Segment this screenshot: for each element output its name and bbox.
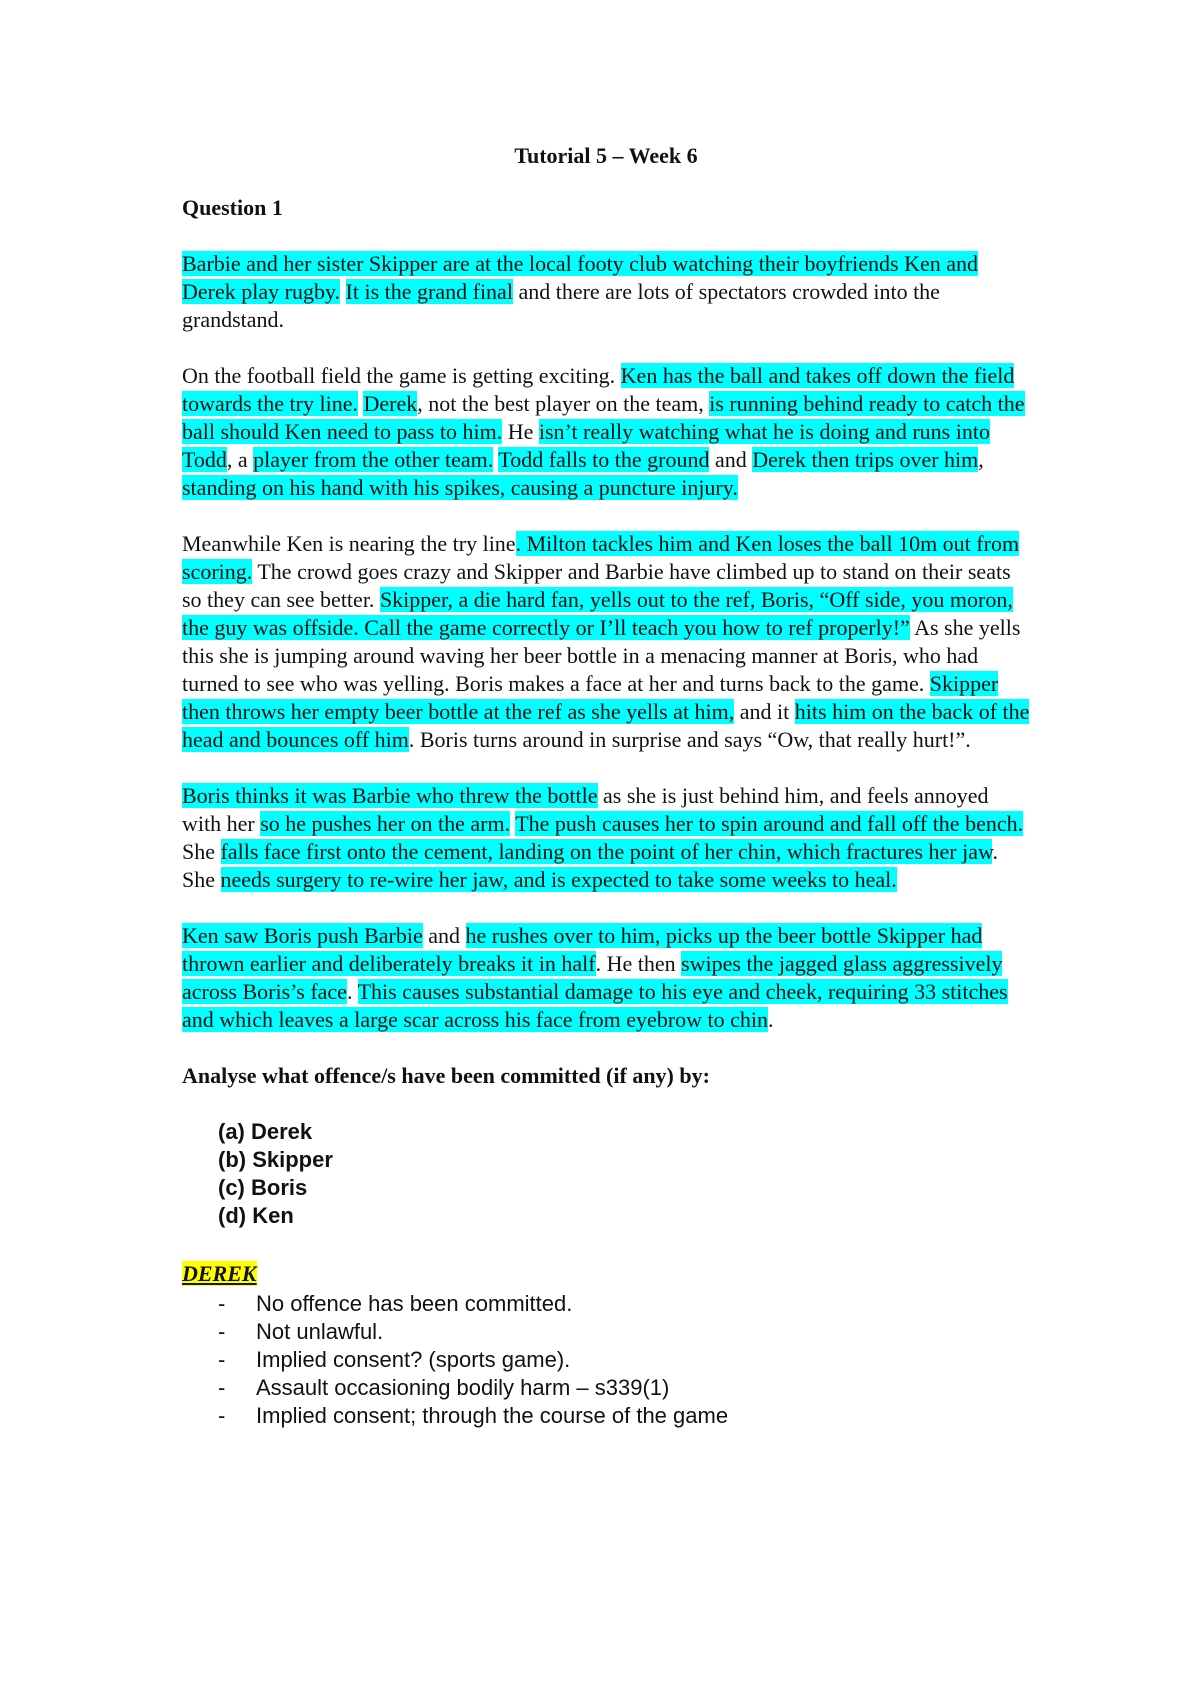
question-heading: Question 1 (182, 195, 283, 220)
highlighted-text: so he pushes her on the arm. (260, 811, 511, 836)
plain-text: , a (226, 447, 254, 472)
dash-marker: - (218, 1347, 226, 1372)
plain-text: and (709, 447, 753, 472)
plain-text: . Boris turns around in surprise and says “Ow, that really hurt!”. (408, 727, 971, 752)
analysis-prompt: Analyse what offence/s have been committed (if any) by: (182, 1063, 710, 1088)
highlighted-text: Derek then trips over him (752, 447, 979, 472)
plain-text: As she yells this she is jumping around waving her beer bottle in a menacing manner at Boris, who had turned to see who was yelling. Boris makes a face at her and turns back to the game. (182, 615, 1021, 696)
highlighted-text: Ken has the ball and takes off down the field towards the try line. (182, 363, 1015, 416)
analysis-bullet-text: Implied consent; through the course of the game (256, 1403, 729, 1428)
dash-marker: - (218, 1403, 226, 1428)
analysis-bullet-text: Not unlawful. (256, 1319, 384, 1344)
highlighted-text: Todd falls to the ground (498, 447, 710, 472)
party-options-list (182, 1118, 1030, 1230)
highlighted-text: swipes the jagged glass aggressively across Boris’s face (182, 951, 1003, 1004)
highlighted-text: Derek (363, 391, 418, 416)
plain-text: . She (182, 839, 998, 892)
option-derek: (a) Derek (218, 1119, 313, 1144)
section-heading-derek (182, 1260, 1030, 1288)
highlighted-text: Skipper, a die hard fan, yells out to the ref, Boris, “Off side, you moron, the guy was offside. Call the game correctly or I’ll teach you how to ref properly!” (182, 587, 1013, 640)
analysis-bullet (218, 1402, 1030, 1430)
section-heading-label: DEREK (182, 1261, 257, 1286)
plain-text: . He then (595, 951, 682, 976)
plain-text: and (422, 923, 466, 948)
highlighted-text: falls face first onto the cement, landing on the point of her chin, which fractures her jaw (220, 839, 993, 864)
highlighted-text: This causes substantial damage to his eye and cheek, requiring 33 stitches and which leaves a large scar across his face from eyebrow to chin (182, 979, 1008, 1032)
scenario-paragraph-5 (182, 922, 1030, 1034)
scenario-paragraph-3 (182, 530, 1030, 754)
plain-text: On the football field the game is getting exciting. (182, 363, 621, 388)
highlighted-text: standing on his hand with his spikes, causing a puncture injury. (182, 475, 738, 500)
option-skipper: (b) Skipper (218, 1147, 333, 1172)
highlighted-text: Barbie and her sister Skipper are at the local footy club watching their boyfriends Ken and Derek play rugby. (182, 251, 979, 304)
analysis-bullet (218, 1290, 1030, 1318)
plain-text: The crowd goes crazy and Skipper and Barbie have climbed up to stand on their seats so they can see better. (182, 559, 1011, 612)
dash-marker: - (218, 1375, 226, 1400)
dash-marker: - (218, 1291, 226, 1316)
analysis-bullet (218, 1346, 1030, 1374)
plain-text: , (978, 447, 984, 472)
plain-text: . (768, 1007, 774, 1032)
dash-marker: - (218, 1319, 226, 1344)
highlighted-text: he rushes over to him, picks up the beer bottle Skipper had thrown earlier and deliberately breaks it in half (182, 923, 983, 976)
plain-text: She (182, 839, 221, 864)
highlighted-text: Boris thinks it was Barbie who threw the bottle (182, 783, 598, 808)
highlighted-text: Skipper then throws her empty beer bottle at the ref as she yells at him, (182, 671, 999, 724)
option-boris: (c) Boris (218, 1175, 308, 1200)
plain-text: and it (734, 699, 795, 724)
document-body (182, 142, 1030, 1430)
highlighted-text: The push causes her to spin around and fall off the bench. (515, 811, 1024, 836)
analysis-bullet (218, 1374, 1030, 1402)
highlighted-text: . Milton tackles him and Ken loses the ball 10m out from scoring. (182, 531, 1020, 584)
plain-text: and there are lots of spectators crowded into the grandstand. (182, 279, 940, 332)
plain-text: Meanwhile Ken is nearing the try line (182, 531, 516, 556)
derek-analysis-list (182, 1290, 1030, 1430)
plain-text: , not the best player on the team, (417, 391, 710, 416)
scenario-paragraph-4 (182, 782, 1030, 894)
scenario-paragraph-1 (182, 250, 1030, 334)
analysis-bullet (218, 1318, 1030, 1346)
option-ken: (d) Ken (218, 1203, 294, 1228)
scenario-paragraph-2 (182, 362, 1030, 502)
highlighted-text: isn’t really watching what he is doing and runs into Todd (182, 419, 990, 472)
document-title: Tutorial 5 – Week 6 (514, 143, 698, 168)
plain-text: He (502, 419, 539, 444)
highlighted-text: is running behind ready to catch the ball should Ken need to pass to him. (182, 391, 1025, 444)
highlighted-text: player from the other team. (253, 447, 494, 472)
analysis-bullet-text: No offence has been committed. (256, 1291, 573, 1316)
highlighted-text: Ken saw Boris push Barbie (182, 923, 423, 948)
highlighted-text: hits him on the back of the head and bounces off him (182, 699, 1030, 752)
plain-text (340, 279, 346, 304)
plain-text: . (346, 979, 358, 1004)
highlighted-text: It is the grand final (345, 279, 513, 304)
plain-text: as she is just behind him, and feels annoyed with her (182, 783, 989, 836)
analysis-bullet-text: Implied consent? (sports game). (256, 1347, 571, 1372)
highlighted-text: needs surgery to re-wire her jaw, and is expected to take some weeks to heal. (220, 867, 897, 892)
analysis-bullet-text: Assault occasioning bodily harm – s339(1) (256, 1375, 670, 1400)
